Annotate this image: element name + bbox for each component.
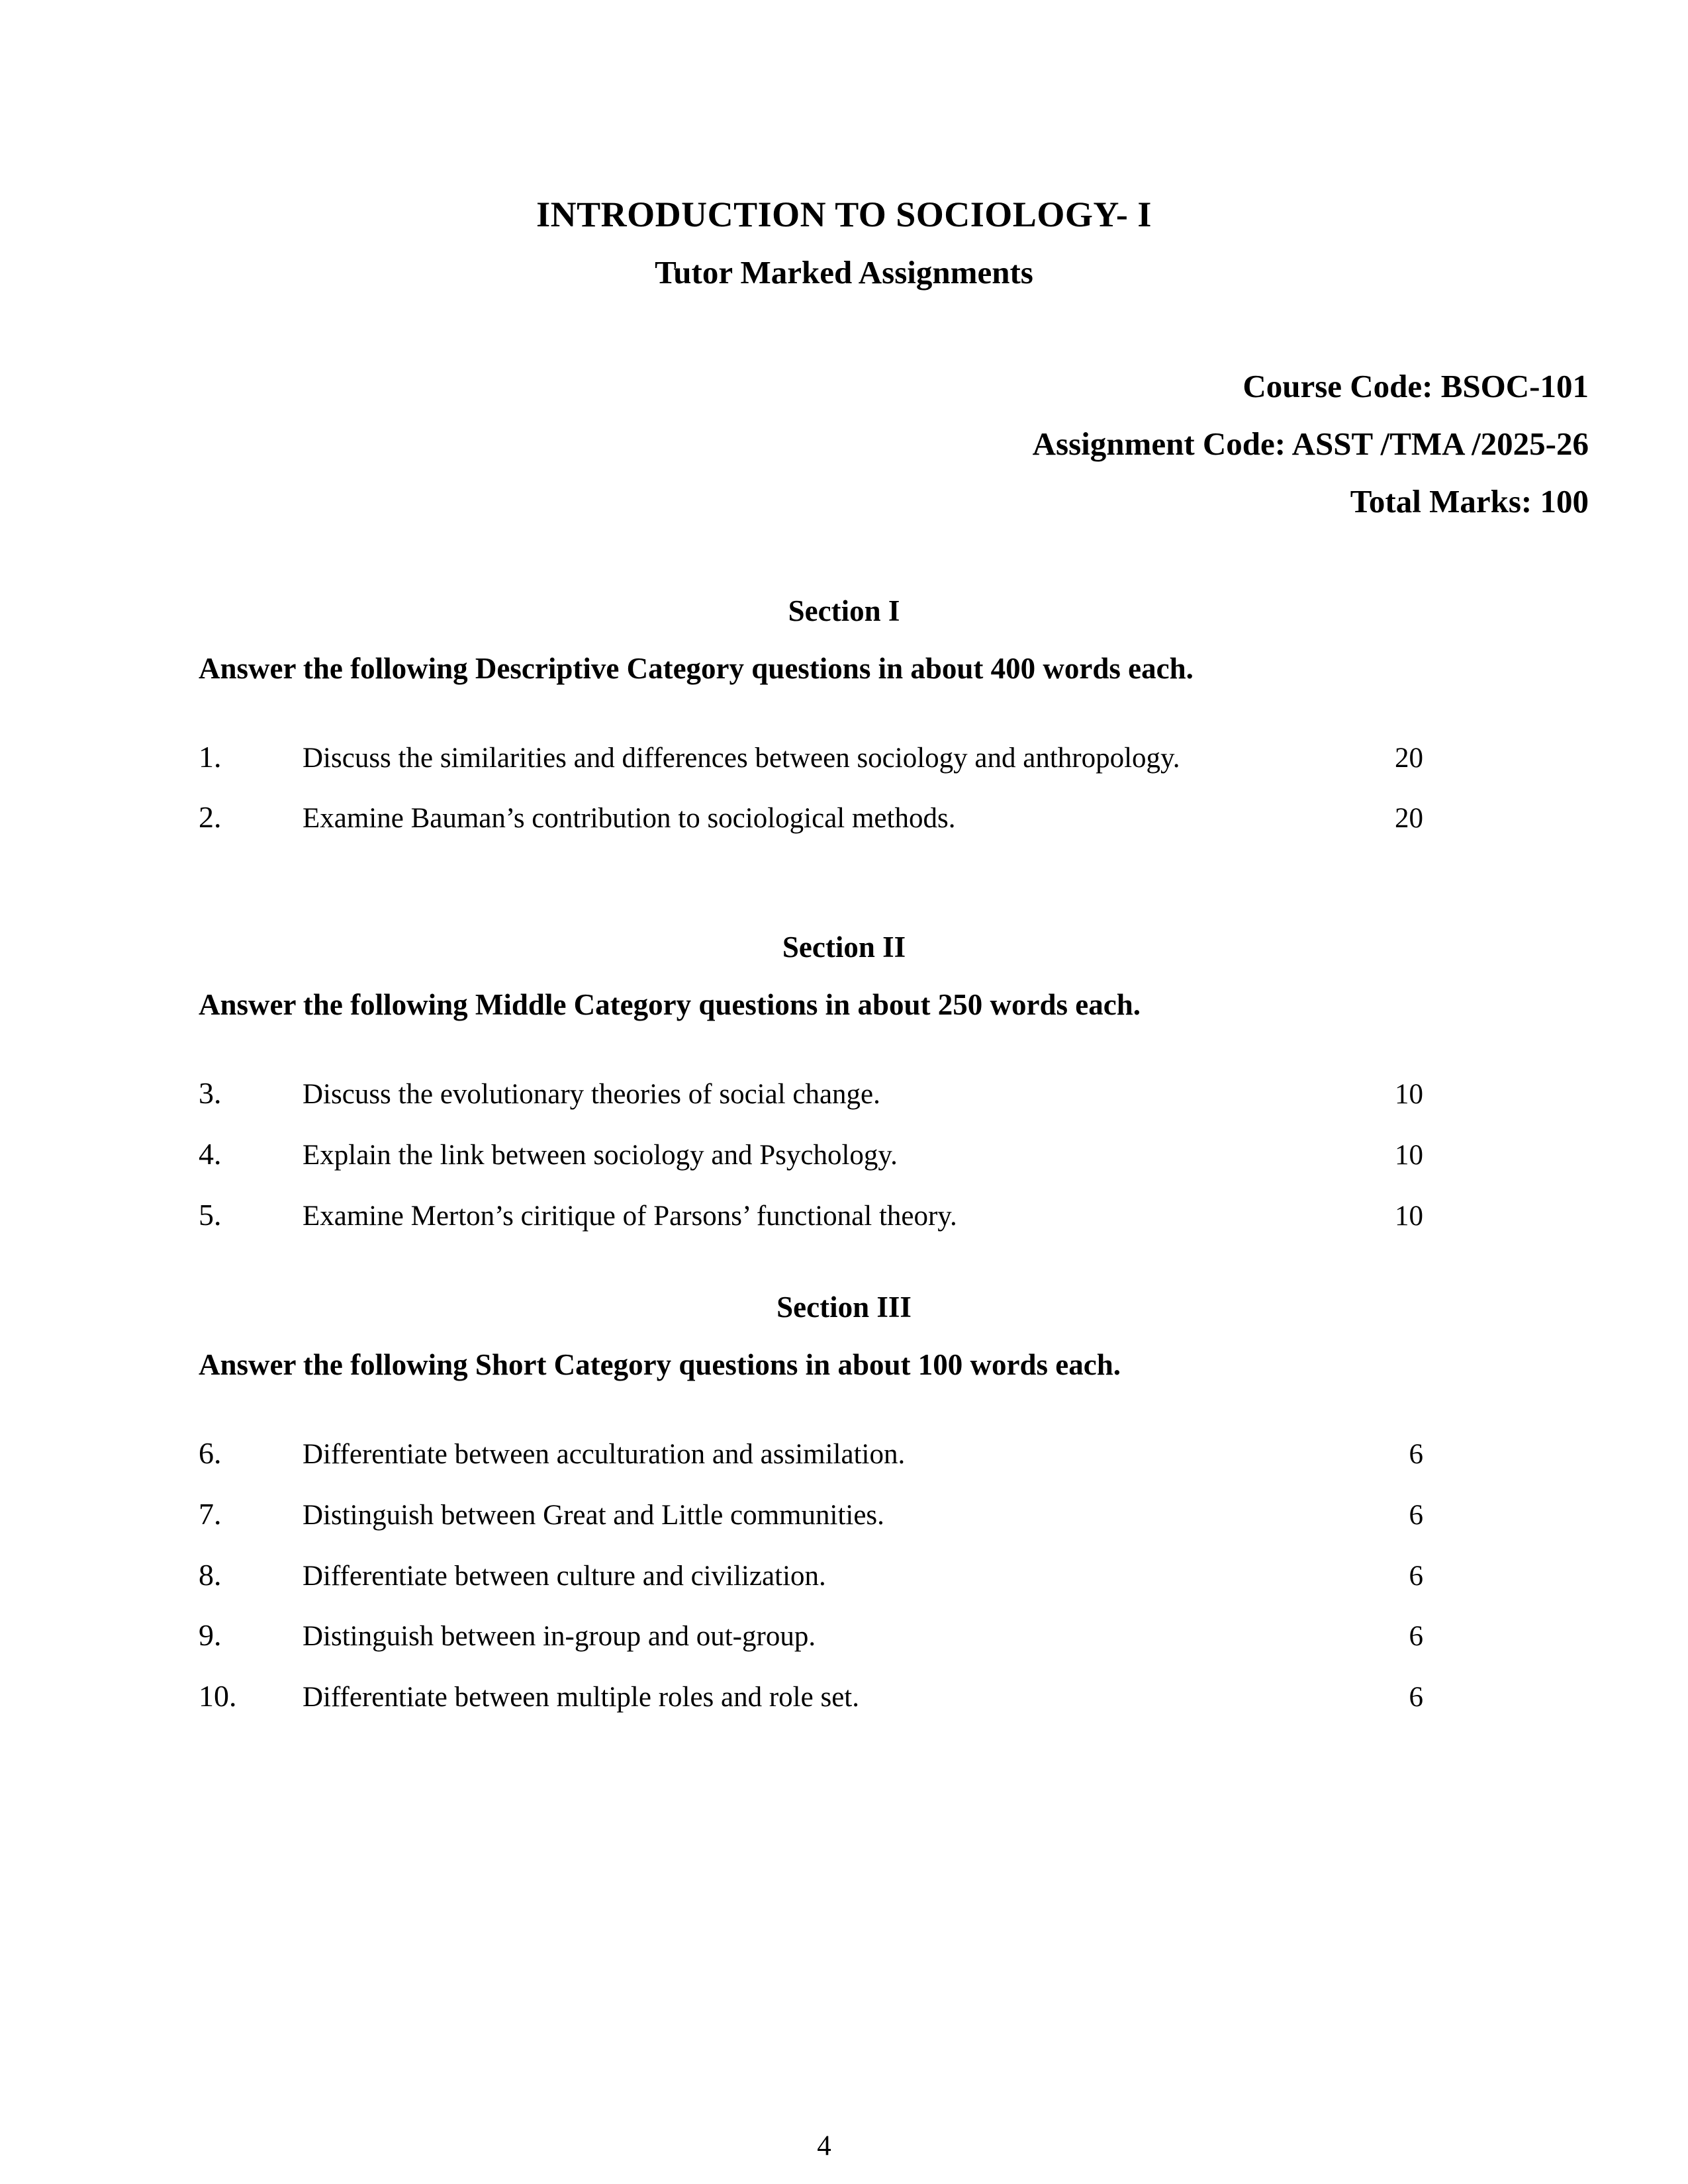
question-row <box>199 1435 1423 1472</box>
section-1-heading: Section I <box>788 594 900 627</box>
question-number: 6. <box>199 1436 222 1471</box>
section-1-instruction: Answer the following Descriptive Category questions in about 400 words each. <box>199 651 1194 685</box>
question-row <box>199 1678 1423 1715</box>
question-row <box>199 799 1423 836</box>
question-text: Differentiate between culture and civilization. <box>303 1560 826 1592</box>
question-row <box>199 1075 1423 1112</box>
assignment-code: Assignment Code: ASST /TMA /2025-26 <box>1032 425 1589 462</box>
question-marks: 20 <box>1395 742 1423 774</box>
total-marks: Total Marks: 100 <box>1350 482 1589 520</box>
question-text: Distinguish between in-group and out-group. <box>303 1621 816 1653</box>
question-number: 9. <box>199 1618 222 1653</box>
question-row <box>199 1197 1423 1234</box>
section-2-questions <box>199 1075 1423 1233</box>
question-number: 7. <box>199 1497 222 1531</box>
question-text: Differentiate between acculturation and assimilation. <box>303 1439 906 1471</box>
question-number: 2. <box>199 800 222 835</box>
question-number: 4. <box>199 1136 222 1171</box>
question-marks: 6 <box>1409 1682 1423 1713</box>
question-marks: 6 <box>1409 1560 1423 1592</box>
question-number: 3. <box>199 1076 222 1111</box>
question-number: 10. <box>199 1679 237 1713</box>
question-marks: 6 <box>1409 1439 1423 1471</box>
question-number: 5. <box>199 1197 222 1232</box>
question-text: Differentiate between multiple roles and role set. <box>303 1682 859 1713</box>
section-3-instruction: Answer the following Short Category questions in about 100 words each. <box>199 1348 1121 1382</box>
section-1-questions <box>199 739 1423 836</box>
assignment-meta <box>0 357 1589 530</box>
question-number: 8. <box>199 1557 222 1592</box>
question-row <box>199 1136 1423 1173</box>
question-text: Explain the link between sociology and Psychology. <box>303 1139 898 1171</box>
question-marks: 6 <box>1409 1621 1423 1653</box>
section-2-instruction: Answer the following Middle Category questions in about 250 words each. <box>199 988 1141 1022</box>
course-code: Course Code: BSOC-101 <box>1243 367 1589 404</box>
section-3-heading: Section III <box>776 1291 912 1324</box>
question-row <box>199 1617 1423 1654</box>
page-number: 4 <box>817 2130 831 2161</box>
question-row <box>199 1496 1423 1533</box>
question-row <box>199 1557 1423 1594</box>
question-number: 1. <box>199 739 222 774</box>
document-subtitle: Tutor Marked Assignments <box>655 253 1033 291</box>
question-marks: 20 <box>1395 803 1423 835</box>
question-row <box>199 739 1423 776</box>
question-text: Discuss the evolutionary theories of social change. <box>303 1079 880 1111</box>
section-3-questions <box>199 1435 1423 1715</box>
document-title: INTRODUCTION TO SOCIOLOGY- I <box>536 195 1152 234</box>
question-marks: 6 <box>1409 1500 1423 1531</box>
question-text: Examine Bauman’s contribution to sociological methods. <box>303 803 956 835</box>
question-text: Distinguish between Great and Little communities. <box>303 1500 884 1531</box>
question-marks: 10 <box>1395 1139 1423 1171</box>
question-marks: 10 <box>1395 1200 1423 1232</box>
question-text: Examine Merton’s ciritique of Parsons’ functional theory. <box>303 1200 957 1232</box>
question-marks: 10 <box>1395 1079 1423 1111</box>
question-text: Discuss the similarities and differences between sociology and anthropology. <box>303 742 1180 774</box>
section-2-heading: Section II <box>782 931 906 964</box>
